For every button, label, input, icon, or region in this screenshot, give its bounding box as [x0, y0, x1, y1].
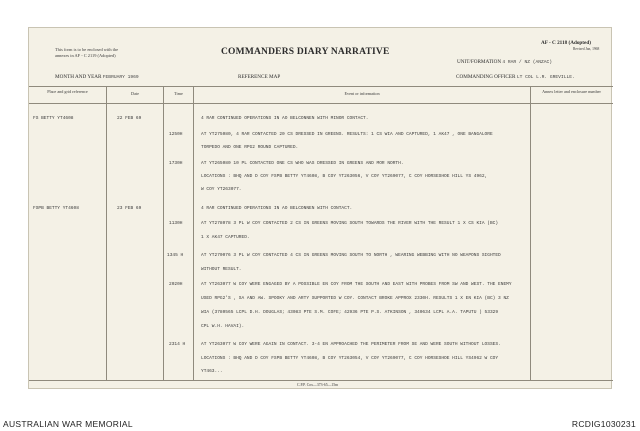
event-line: W COY YT263077. [201, 187, 242, 192]
entry-time: 1730H [169, 161, 183, 166]
entry-time: 1250H [169, 132, 183, 137]
entry-time: 1130H [169, 221, 183, 226]
event-line: AT YT263077 W COY WERE AGAIN IN CONTACT. 3-4 EN APPROACHED THE PERIMETER FROM SE AND WERE SOUTH WITHOUT LOSSES. [201, 342, 501, 347]
event-line: 1 X AK47 CAPTURED. [201, 235, 250, 240]
col-divider-event [530, 86, 531, 380]
document-title: COMMANDERS DIARY NARRATIVE [221, 47, 390, 57]
col-divider-time [193, 86, 194, 380]
month-year-value: FEBRUARY 1969 [102, 75, 139, 80]
month-year [55, 74, 139, 80]
table-top-rule [29, 86, 613, 87]
enclosure-note [55, 47, 118, 58]
co-value: LT COL L.R. GREVILLE. [516, 75, 575, 80]
unit-value: 4 RAR / NZ (ANZAC) [502, 60, 553, 65]
commanding-officer [456, 74, 575, 80]
unit-label: UNIT/FORMATION [457, 59, 502, 65]
entry-time: 2314 H [169, 342, 186, 347]
event-line: TORPEDO AND ONE RPG2 ROUND CAPTURED. [201, 145, 299, 150]
event-line: AT YT263077 W COY WERE ENGAGED BY A POSSIBLE EN COY FROM THE SOUTH AND EAST WITH PROBES FROM SW AND WEST. THE ENEMY [201, 282, 512, 287]
col-header-event: Event or information [344, 91, 380, 96]
table-bottom-rule [29, 380, 613, 381]
reference-map-label: REFERENCE MAP [238, 74, 281, 80]
event-line: WITHOUT RESULT. [201, 267, 242, 272]
unit-formation [457, 59, 552, 65]
event-line: 4 RAR CONTINUED OPERATIONS IN AO BELCONNEN WITH CONTACT. [201, 206, 353, 211]
revised-date: Revised Jan, 1968 [573, 47, 600, 51]
col-header-time: Time [174, 91, 183, 96]
col-divider-date [163, 86, 164, 380]
entry-date: 22 FEB 69 [117, 116, 142, 121]
event-line: LOCATIONS : BHQ AND D COY FSPB BETTY YT4608, B COY YT263054, V COY YT269077, C COY HORSESHOE HILL YS4962 W COY [201, 356, 499, 361]
diary-sheet [28, 27, 612, 389]
form-code: AF - C 2118 (Adopted) [541, 40, 591, 46]
enclosure-note-line: annexes in AF - C 2119 (Adopted) [55, 52, 116, 58]
event-line: AT YT270076 3 PL W COY CONTACTED 4 CS IN GREENS MOVING SOUTH TO NORTH , WEARING WEBBING WITH NO WEAPONS SIGHTED [201, 253, 501, 258]
entry-time: 1345 H [167, 253, 184, 258]
enclosure-note-line: This form is to be enclosed with the [55, 47, 119, 52]
entry-date: 23 FEB 69 [117, 206, 142, 211]
printer-imprint: C.P.P. Cox—373-65—15m [297, 383, 339, 387]
footer-institution: AUSTRALIAN WAR MEMORIAL [3, 419, 133, 429]
month-year-label: MONTH AND YEAR [55, 74, 102, 80]
co-label: COMMANDING OFFICER [456, 74, 516, 80]
col-header-date: Date [131, 91, 139, 96]
header-bottom-rule [29, 103, 613, 104]
event-line: LOCATIONS : BHQ AND D COY FSPB BETTY YT4608, B COY YT263056, V COY YT269077, C COY HORSESHOE HILL YS 4962, [201, 174, 488, 179]
col-header-place: Place and grid reference [47, 89, 88, 94]
col-divider-place [106, 86, 107, 380]
event-line: WIA (3780565 LCPL D.H. DOUGLAS; 43083 PTE S.M. COFE; 42936 PTE P.S. ATKINSON , 340634 LCPL A.A. TAPUTU ) 53329 [201, 310, 499, 315]
event-line: USED RPG2'S , SA AND AW. SPOOKY AND ARTY SUPPORTED W COY. CONTACT BROKE APPROX 2330H. RESULTS 1 X EN KIA (BC) 3 NZ [201, 296, 509, 301]
event-line: AT YT275080, 4 RAR CONTACTED 20 CS DRESSED IN GREENS. RESULTS: 1 CS WIA AND CAPTURED, 1 AK47 , ONE BANGALORE [201, 132, 493, 137]
event-line: YT463... [201, 369, 223, 374]
event-line: AT YT265080 10 PL CONTACTED ONE CS WHO WAS DRESSED IN GREENS AND MOR NORTH. [201, 161, 404, 166]
footer-record-id: RCDIG1030231 [571, 419, 636, 429]
entry-place: FSPB BETTY YT4608 [33, 206, 79, 211]
event-line: CPL W.H. HAVAI). [201, 324, 245, 329]
event-line: AT YT278078 3 PL W COY CONTACTED 2 CS IN GREENS MOVING SOUTH TOWARDS THE RIVER WITH THE RESULT 1 X CS KIA (BC) [201, 221, 499, 226]
col-header-annex: Annex letter and enclosure number [542, 89, 601, 94]
event-line: 4 RAR CONTINUED OPERATIONS IN AO BELCONNEN WITH MINOR CONTACT. [201, 116, 369, 121]
entry-time: 2020H [169, 282, 183, 287]
entry-place: FS BETTY YT4608 [33, 116, 74, 121]
